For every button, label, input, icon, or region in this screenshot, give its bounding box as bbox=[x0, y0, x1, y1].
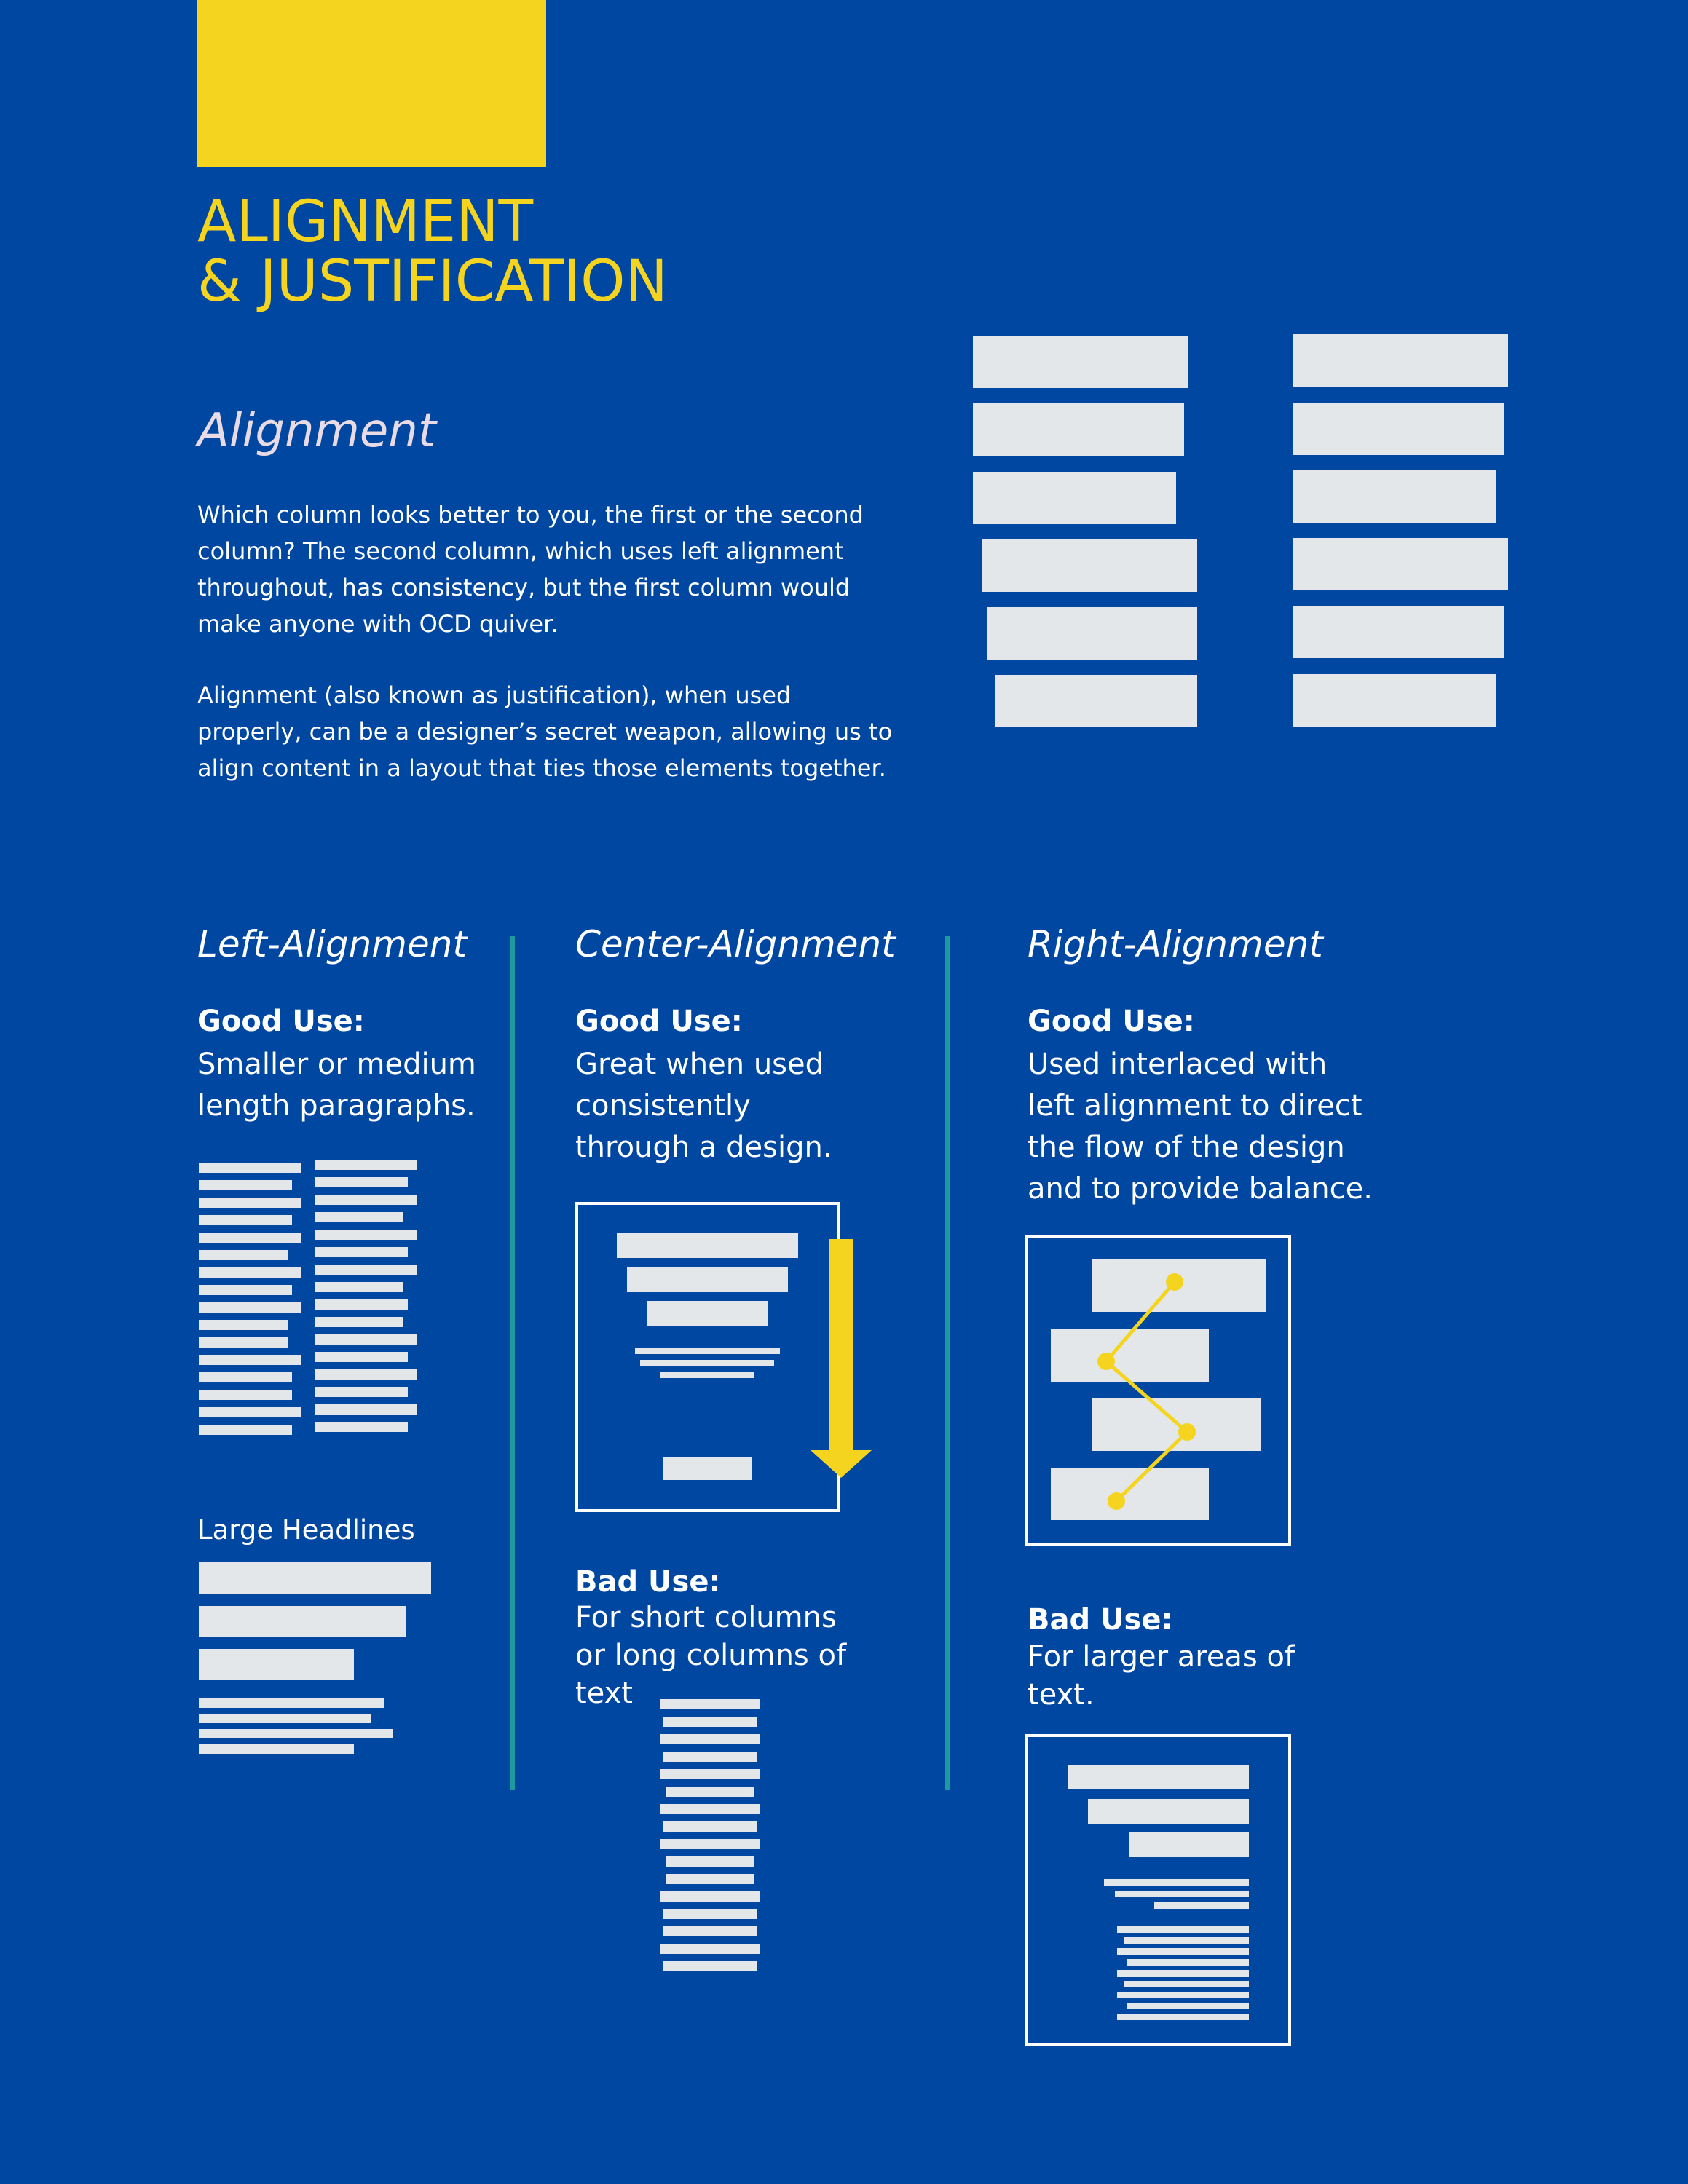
right-bad-use-label: Bad Use: bbox=[1028, 1603, 1173, 1637]
text-line bbox=[199, 1198, 301, 1208]
text-line bbox=[1117, 2014, 1249, 2020]
text-line bbox=[1154, 1902, 1249, 1909]
left-good-use-label: Good Use: bbox=[197, 1005, 365, 1038]
right-good-use-text: Used interlaced with left alignment to direct the flow of the design and to provide balance. bbox=[1028, 1048, 1373, 1206]
text-line bbox=[315, 1212, 403, 1222]
text-line bbox=[666, 1874, 754, 1884]
text-line bbox=[1117, 1926, 1249, 1933]
headline-bar bbox=[617, 1233, 798, 1258]
text-line bbox=[640, 1360, 774, 1366]
text-line bbox=[663, 1926, 757, 1936]
ragged-column-bar bbox=[973, 336, 1188, 388]
ragged-column-bar bbox=[987, 607, 1197, 660]
intro-paragraph-2: Alignment (also known as justification), when used properly, can be a designer’s secret weapon, allowing us to align content in a layout that ties those elements together. bbox=[197, 681, 893, 782]
headline-bar bbox=[1129, 1832, 1249, 1857]
text-line bbox=[315, 1177, 408, 1187]
text-line bbox=[660, 1804, 760, 1814]
text-line bbox=[663, 1717, 757, 1727]
button-bar bbox=[663, 1457, 752, 1480]
text-line bbox=[315, 1265, 417, 1275]
zigzag-flow-icon bbox=[1092, 1267, 1202, 1514]
text-line bbox=[199, 1729, 393, 1738]
text-line bbox=[199, 1320, 288, 1330]
text-line bbox=[199, 1250, 288, 1260]
center-good-use-text: Great when used consistently through a design. bbox=[575, 1048, 832, 1164]
text-line bbox=[660, 1372, 754, 1378]
text-line bbox=[315, 1404, 417, 1415]
text-line bbox=[315, 1247, 408, 1257]
alignment-heading: Alignment bbox=[197, 404, 436, 458]
large-headlines-label: Large Headlines bbox=[197, 1514, 415, 1546]
text-line bbox=[315, 1422, 408, 1432]
left-aligned-column-bar bbox=[1293, 334, 1508, 387]
text-line bbox=[199, 1302, 301, 1313]
text-line bbox=[199, 1390, 292, 1400]
text-line bbox=[315, 1387, 408, 1397]
text-line bbox=[199, 1337, 288, 1348]
text-line bbox=[663, 1909, 757, 1919]
text-line bbox=[1124, 1981, 1249, 1987]
text-line bbox=[315, 1369, 417, 1380]
text-line bbox=[1127, 2003, 1249, 2009]
text-line bbox=[660, 1839, 760, 1849]
text-line bbox=[199, 1267, 301, 1278]
text-line bbox=[663, 1961, 757, 1971]
text-line bbox=[199, 1285, 292, 1295]
text-line bbox=[1127, 1959, 1249, 1966]
right-alignment-heading: Right-Alignment bbox=[1028, 923, 1323, 965]
center-bad-use-label: Bad Use: bbox=[575, 1565, 721, 1599]
intro-paragraph-1: Which column looks better to you, the first or the second column? The second column, which uses left alignment throughout, has consistency, but the first column would make anyone with OCD quiver. bbox=[197, 501, 864, 638]
text-line bbox=[199, 1407, 301, 1417]
headline-bar bbox=[1068, 1765, 1249, 1789]
left-aligned-column-bar bbox=[1293, 403, 1504, 455]
left-alignment-heading: Left-Alignment bbox=[197, 923, 468, 965]
text-line bbox=[315, 1334, 417, 1345]
right-bad-use-text: For larger areas of text. bbox=[1028, 1640, 1295, 1712]
ragged-column-bar bbox=[973, 403, 1184, 456]
page-title-line-2: & JUSTIFICATION bbox=[197, 249, 668, 314]
text-line bbox=[199, 1372, 292, 1382]
text-line bbox=[315, 1352, 408, 1362]
center-alignment-heading: Center-Alignment bbox=[575, 923, 896, 965]
text-line bbox=[199, 1355, 301, 1365]
center-good-use-label: Good Use: bbox=[575, 1005, 743, 1038]
down-arrow-icon bbox=[811, 1239, 872, 1478]
right-good-use-label: Good Use: bbox=[1028, 1005, 1195, 1038]
text-line bbox=[199, 1163, 301, 1173]
headline-bar bbox=[1088, 1799, 1249, 1824]
text-line bbox=[199, 1180, 292, 1190]
text-line bbox=[199, 1425, 292, 1435]
text-line bbox=[660, 1944, 760, 1954]
text-line bbox=[660, 1699, 760, 1709]
text-line bbox=[315, 1317, 403, 1327]
headline-bar bbox=[647, 1301, 768, 1326]
text-line bbox=[660, 1891, 760, 1902]
text-line bbox=[199, 1744, 354, 1754]
text-line bbox=[1115, 1891, 1249, 1897]
headline-bar bbox=[199, 1649, 354, 1680]
text-line bbox=[666, 1787, 754, 1797]
text-line bbox=[1117, 1948, 1249, 1955]
text-line bbox=[199, 1714, 371, 1723]
text-line bbox=[315, 1230, 417, 1240]
text-line bbox=[635, 1348, 780, 1354]
ragged-column-bar bbox=[973, 472, 1176, 524]
column-divider bbox=[945, 936, 950, 1790]
text-line bbox=[1117, 1992, 1249, 1998]
headline-bar bbox=[199, 1562, 431, 1594]
left-aligned-column-bar bbox=[1293, 470, 1496, 523]
text-line bbox=[1104, 1879, 1249, 1886]
ragged-column-bar bbox=[982, 539, 1197, 592]
yellow-accent-block bbox=[197, 0, 546, 167]
text-line bbox=[1124, 1937, 1249, 1944]
text-line bbox=[663, 1821, 757, 1832]
text-line bbox=[1117, 1970, 1249, 1977]
headline-bar bbox=[627, 1267, 788, 1292]
text-line bbox=[660, 1769, 760, 1779]
ragged-column-bar bbox=[995, 675, 1197, 727]
text-line bbox=[660, 1734, 760, 1744]
text-line bbox=[663, 1752, 757, 1762]
text-line bbox=[315, 1195, 417, 1205]
left-aligned-column-bar bbox=[1293, 606, 1504, 658]
page-title bbox=[197, 189, 668, 314]
center-bad-use-text: For short columns or long columns of text bbox=[575, 1601, 847, 1710]
column-divider bbox=[510, 936, 515, 1790]
text-line bbox=[199, 1233, 301, 1243]
text-line bbox=[666, 1856, 754, 1867]
text-line bbox=[199, 1215, 292, 1225]
headline-bar bbox=[199, 1606, 406, 1637]
left-aligned-column-bar bbox=[1293, 538, 1508, 590]
text-line bbox=[199, 1698, 384, 1708]
text-line bbox=[315, 1299, 408, 1310]
left-good-use-text: Smaller or medium length paragraphs. bbox=[197, 1048, 476, 1123]
page-title-line-1: ALIGNMENT bbox=[197, 189, 534, 255]
left-aligned-column-bar bbox=[1293, 674, 1496, 727]
text-line bbox=[315, 1282, 403, 1292]
text-line bbox=[315, 1160, 417, 1170]
